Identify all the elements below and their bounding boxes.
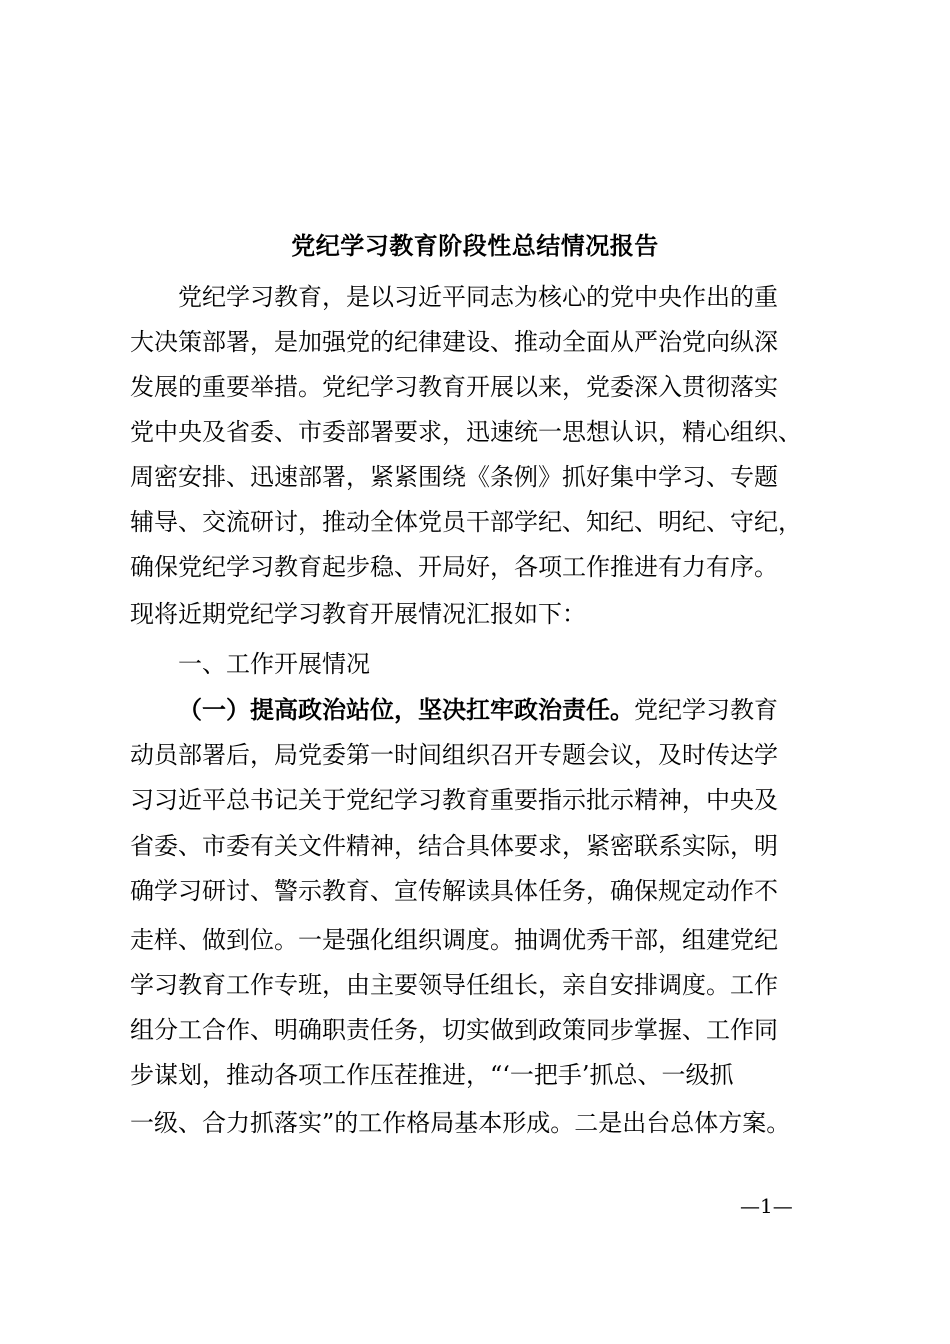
body-line: 大决策部署，是加强党的纪律建设、推动全面从严治党向纵深 (130, 328, 778, 356)
section-heading: 一、工作开展情况 (178, 650, 370, 678)
body-line: 走样、做到位。一是强化组织调度。抽调优秀干部，组建党纪 (130, 926, 778, 954)
body-line: 动员部署后，局党委第一时间组织召开专题会议，及时传达学 (130, 741, 778, 769)
body-line: 确学习研讨、警示教育、宣传解读具体任务，确保规定动作不 (130, 877, 778, 905)
body-line: 党纪学习教育，是以习近平同志为核心的党中央作出的重 (178, 283, 778, 311)
body-line: 辅导、交流研讨，推动全体党员干部学纪、知纪、明纪、守纪， (130, 508, 802, 536)
body-line: 党中央及省委、市委部署要求，迅速统一思想认识，精心组织、 (130, 418, 802, 446)
body-line: 组分工合作、明确职责任务，切实做到政策同步掌握、工作同 (130, 1016, 778, 1044)
subsection-title: （一）提高政治站位，坚决扛牢政治责任。 (178, 695, 634, 724)
body-line: 学习教育工作专班，由主要领导任组长，亲自安排调度。工作 (130, 971, 778, 999)
body-line: 周密安排、迅速部署，紧紧围绕《条例》抓好集中学习、专题 (130, 463, 778, 491)
subsection-first-line (178, 693, 898, 727)
body-line: 发展的重要举措。党纪学习教育开展以来，党委深入贯彻落实 (130, 373, 778, 401)
body-line: 习习近平总书记关于党纪学习教育重要指示批示精神，中央及 (130, 786, 778, 814)
document-title: 党纪学习教育阶段性总结情况报告 (291, 231, 659, 260)
body-line: 一级、合力抓落实”的工作格局基本形成。二是出台总体方案。 (130, 1109, 791, 1137)
body-line: 步谋划，推动各项工作压茬推进，“‘一把手’抓总、一级抓 (130, 1061, 734, 1089)
subsection-first-tail: 党纪学习教育 (634, 696, 778, 724)
page-number: —1— (740, 1194, 793, 1218)
body-line: 现将近期党纪学习教育开展情况汇报如下： (130, 600, 586, 628)
body-line: 确保党纪学习教育起步稳、开局好，各项工作推进有力有序。 (130, 553, 778, 581)
body-line: 省委、市委有关文件精神，结合具体要求，紧密联系实际，明 (130, 832, 778, 860)
